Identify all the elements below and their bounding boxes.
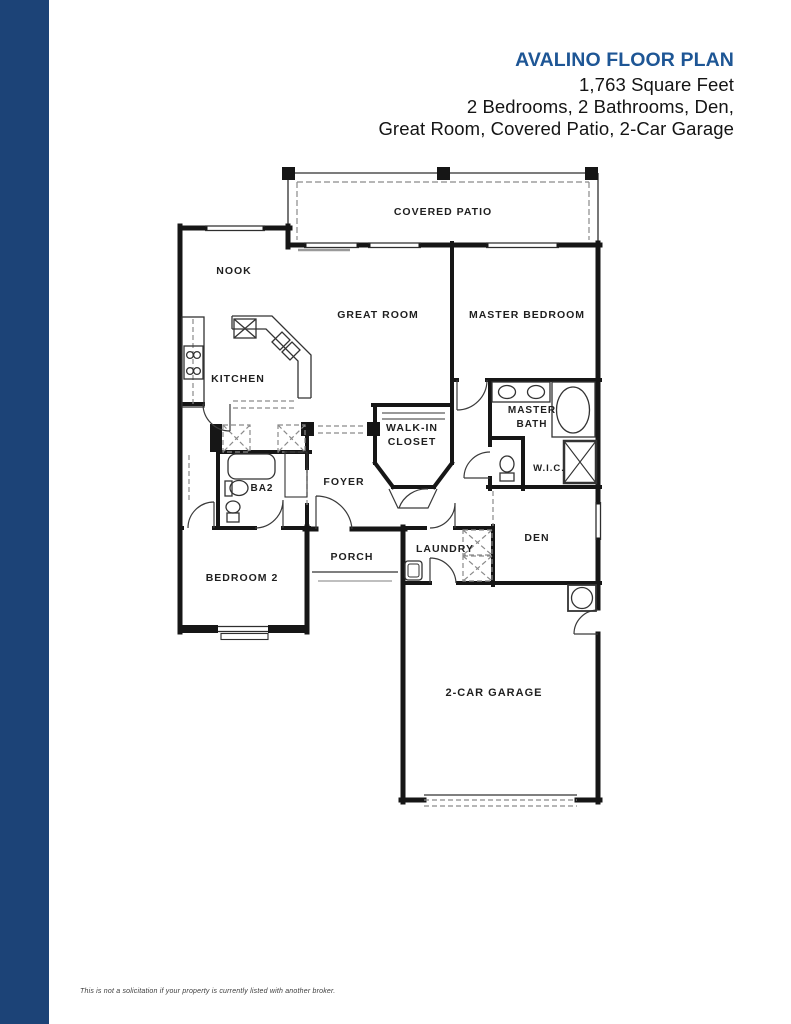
closet-door <box>389 489 437 508</box>
label-master-bath-2: BATH <box>516 419 548 430</box>
master-toilet <box>500 456 514 472</box>
laundry-garage-door <box>430 558 456 583</box>
ba2-door <box>255 500 283 528</box>
label-great-room: GREAT ROOM <box>337 309 419 321</box>
label-porch: PORCH <box>330 551 374 563</box>
ba2-sink <box>230 481 248 496</box>
label-wic: W.I.C. <box>533 463 565 474</box>
label-bedroom2: BEDROOM 2 <box>205 572 279 584</box>
label-ba2: BA2 <box>250 483 274 494</box>
dashed-openings <box>189 319 577 806</box>
label-covered-patio: COVERED PATIO <box>393 206 493 218</box>
subtitle-rooms: 2 Bedrooms, 2 Bathrooms, Den, <box>466 96 734 117</box>
label-walk-in-1: WALK-IN <box>386 422 438 434</box>
fixtures <box>182 316 596 795</box>
label-master-bedroom: MASTER BEDROOM <box>468 309 586 321</box>
label-kitchen: KITCHEN <box>211 373 265 385</box>
label-den: DEN <box>524 532 550 544</box>
page-title: AVALINO FLOOR PLAN <box>515 49 734 71</box>
front-door <box>316 496 352 529</box>
garage-service-door <box>574 610 598 634</box>
label-laundry: LAUNDRY <box>416 543 474 555</box>
bedroom2-door <box>188 502 214 528</box>
subtitle-features: Great Room, Covered Patio, 2-Car Garage <box>378 118 734 139</box>
master-tub <box>552 382 595 437</box>
subtitle-sqft: 1,763 Square Feet <box>579 74 734 95</box>
disclaimer-text: This is not a solicitation if your property is currently listed with another broker. <box>80 988 336 995</box>
master-bedroom-door <box>457 380 487 410</box>
cooktop <box>272 332 300 360</box>
water-closet-door <box>464 452 490 478</box>
closet-shelf <box>382 413 445 419</box>
master-vanity <box>492 382 550 402</box>
water-heater <box>568 585 596 611</box>
kitchen-hall-door <box>203 404 230 431</box>
label-walk-in-2: CLOSET <box>387 436 437 448</box>
laundry-hall-door <box>430 503 455 528</box>
label-master-bath-1: MASTER <box>507 405 557 416</box>
bedroom2-closet <box>285 452 307 497</box>
ba2-tub <box>228 454 275 479</box>
label-nook: NOOK <box>216 265 252 277</box>
label-foyer: FOYER <box>323 476 365 488</box>
ba2-toilet <box>226 501 240 513</box>
label-garage: 2-CAR GARAGE <box>445 687 543 699</box>
